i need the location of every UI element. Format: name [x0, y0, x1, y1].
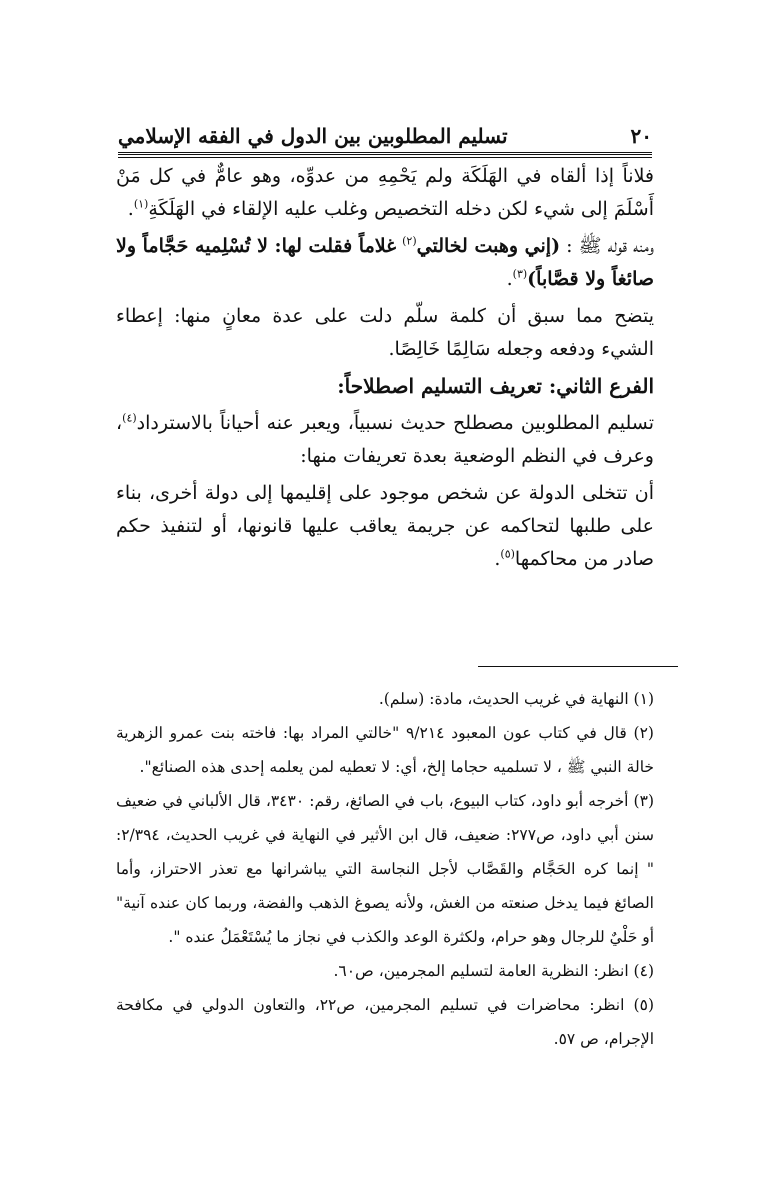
footnote-1: (١) النهاية في غريب الحديث، مادة: (سلم).	[378, 690, 654, 708]
footnote-separator	[478, 666, 678, 667]
header-rule	[118, 152, 652, 155]
footnote-3: (٣) أخرجه أبو داود، كتاب البيوع، باب في الصائغ، رقم: ٣٤٣٠، قال الألباني في ضعيف سنن أبي داود، ص٢٧٧: ضعيف، قال ابن الأثير في النهاية في غريب الحديث، ٢/٣٩٤: " إنما كره الحَجَّام والقَصَّاب لأجل النجاسة التي يباشرانها مع تعذر الاحتراز، وأما الصائغ فيما يدخل صنعته من الغش، ولأنه يصوغ الذهب والفضة، وربما كان عنده آنية" أو حَلْيٌ للرجال وهو حرام، ولكثرة الوعد والكذب في نجاز ما يُسْتَعْمَلُ عنده ".	[116, 792, 654, 946]
hadith-text-b: غلاماً فقلت لها: لا تُسْلِميه حَجَّاماً ولا صائغاً ولا قصَّاباً)	[116, 235, 654, 290]
footnote-ref-4: (٤)	[122, 411, 137, 425]
footnote-ref-1: (١)	[133, 197, 149, 211]
footnote-2: (٢) قال في كتاب عون المعبود ٩/٢١٤ "خالتي المراد بها: فاخته بنت عمرو الزهرية خالة النبي ﷺ ، لا تسلميه حجاما إلخ، أي: لا تعطيه لمن يعلمه إحدى هذه الصنائع".	[116, 724, 654, 776]
paragraph-5-text: أن تتخلى الدولة عن شخص موجود على إقليمها إلى دولة أخرى، بناء على طلبها لتحاكمه عن جريمة يعاقب عليها قانونها، أو لتنفيذ حكم صادر من محاكمها	[116, 482, 654, 570]
footnotes	[116, 682, 654, 1056]
footnote-4: (٤) انظر: النظرية العامة لتسليم المجرمين، ص٦٠.	[333, 962, 654, 980]
paragraph-2: ومنه قوله ﷺ : (إني وهبت لخالتي$^{(٢)}$ غلاماً فقلت لها: لا تُسْلِميه حَجَّاماً ولا صائغاً ولا قصَّاباً)$^{(٣)}$.	[116, 234, 655, 290]
main-text	[116, 160, 654, 580]
running-title: تسليم المطلوبين بين الدول في الفقه الإسلامي	[118, 124, 508, 148]
footnote-ref-3: (٣)	[512, 267, 528, 281]
section-heading: الفرع الثاني: تعريف التسليم اصطلاحاً:	[337, 374, 654, 398]
paragraph-5: أن تتخلى الدولة عن شخص موجود على إقليمها إلى دولة أخرى، بناء على طلبها لتحاكمه عن جريمة يعاقب عليها قانونها، أو لتنفيذ حكم صادر من محاكمها$^{(٥)}$.	[116, 482, 654, 570]
header-rule-thin	[118, 157, 652, 158]
hadith-text-a: (إني وهبت لخالتي	[416, 235, 561, 257]
paragraph-1: فلاناً إذا ألقاه في الهَلَكَة ولم يَحْمِهِ من عدوِّه، وهو عامٌّ في كل مَنْ أَسْلَمَ إلى شيء لكن دخله التخصيص وغلب عليه الإلقاء في الهَلَكَةِ$^{(١)}$.	[116, 165, 654, 220]
paragraph-4	[116, 407, 654, 473]
footnote-ref-5: (٥)	[500, 547, 515, 561]
footnote-ref-2: (٢)	[402, 234, 417, 248]
paragraph-1-text: فلاناً إذا ألقاه في الهَلَكَة ولم يَحْمِهِ من عدوِّه، وهو عامٌّ في كل مَنْ أَسْلَمَ إلى شيء لكن دخله التخصيص وغلب عليه الإلقاء في الهَلَكَةِ	[116, 165, 654, 220]
paragraph-3: يتضح مما سبق أن كلمة سلّم دلت على عدة معانٍ منها: إعطاء الشيء ودفعه وجعله سَالِمًا خَالِصًا.	[116, 305, 654, 360]
paragraph-4-text: تسليم المطلوبين مصطلح حديث نسبياً، ويعبر عنه أحياناً بالاسترداد	[136, 412, 654, 434]
page-number: ٢٠	[630, 124, 652, 148]
page-header	[118, 112, 652, 148]
footnote-5: (٥) انظر: محاضرات في تسليم المجرمين، ص٢٢، والتعاون الدولي في مكافحة الإجرام، ص ٥٧.	[116, 996, 654, 1048]
paragraph-2-intro: ومنه قوله ﷺ :	[566, 235, 655, 257]
paragraph-4-text-b: ، وعرف في النظم الوضعية بعدة تعريفات منها:	[116, 412, 654, 467]
